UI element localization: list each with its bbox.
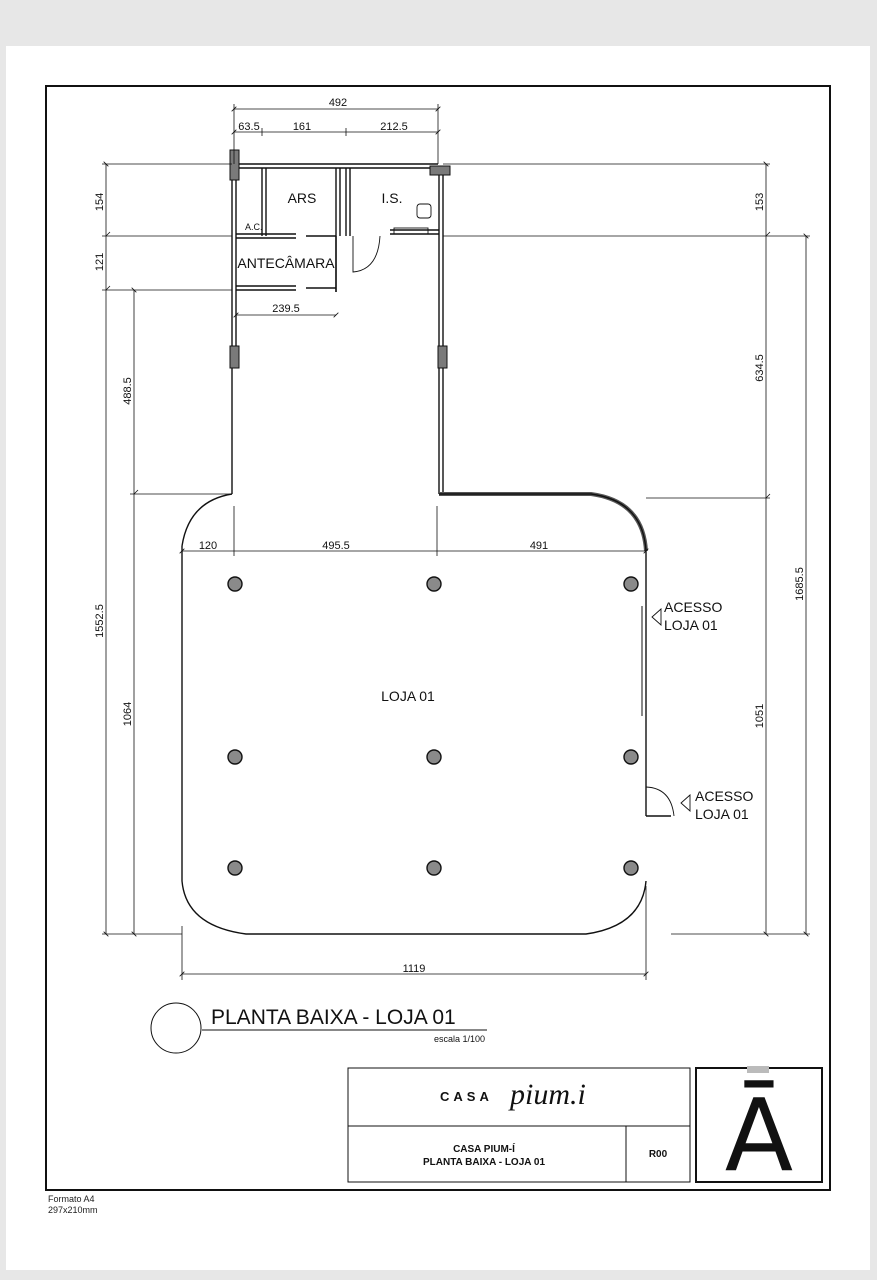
column — [624, 577, 638, 591]
dim-left-154: 154 — [94, 192, 106, 212]
columns — [228, 577, 638, 875]
logo-word: CASA — [440, 1089, 493, 1104]
dim-right-1685-5: 1685.5 — [794, 567, 806, 601]
dim-left-488-5: 488.5 — [122, 377, 134, 405]
dim-right-1051: 1051 — [754, 703, 766, 729]
dim-top-b: 161 — [292, 121, 312, 133]
column — [624, 861, 638, 875]
column — [427, 861, 441, 875]
room-label-ac: A.C. — [245, 222, 263, 232]
access-arrow-icon — [681, 795, 690, 811]
toilet-icon — [417, 204, 431, 218]
access-arrow-icon — [652, 609, 661, 625]
format-line1: Formato A4 — [48, 1194, 95, 1204]
dim-bottom-1119: 1119 — [402, 963, 426, 975]
title-block-sheet: PLANTA BAIXA - LOJA 01 — [422, 1157, 546, 1168]
dim-left-121: 121 — [94, 252, 106, 272]
logo-script: pium.i — [510, 1078, 586, 1111]
dim-top-c: 212.5 — [380, 121, 408, 133]
dim-left-1552-5: 1552.5 — [94, 604, 106, 638]
dim-right-634-5: 634.5 — [754, 354, 766, 382]
column — [228, 750, 242, 764]
sink-icon — [394, 228, 428, 234]
dim-top-total: 492 — [328, 97, 348, 109]
column — [228, 861, 242, 875]
floor-plan — [6, 46, 870, 1270]
dim-h-491: 491 — [529, 540, 549, 552]
is-door-swing — [353, 236, 380, 272]
title-block-project: CASA PIUM-Í — [453, 1144, 515, 1155]
access-label-1-line1: ACESSO — [664, 599, 723, 615]
drawing-title: PLANTA BAIXA - LOJA 01 — [211, 1006, 456, 1029]
access-door-swing — [646, 787, 674, 816]
column — [427, 750, 441, 764]
column — [228, 577, 242, 591]
column — [427, 577, 441, 591]
format-line2: 297x210mm — [48, 1205, 98, 1215]
room-label-loja: LOJA 01 — [381, 688, 435, 704]
title-circle-icon — [151, 1003, 201, 1053]
access-label-2-line1: ACESSO — [695, 788, 754, 804]
interior-partitions — [236, 168, 439, 292]
dim-right-153: 153 — [754, 192, 766, 212]
room-label-ars: ARS — [287, 190, 317, 206]
dim-h-120: 120 — [198, 540, 218, 552]
dim-top-a: 63.5 — [238, 121, 260, 133]
monogram-bar — [747, 1066, 769, 1073]
access-label-2-line2: LOJA 01 — [695, 806, 749, 822]
dim-h-495-5: 495.5 — [322, 540, 350, 552]
access-label-1-line2: LOJA 01 — [664, 617, 718, 633]
drawing-sheet — [6, 46, 870, 1270]
drawing-scale: escala 1/100 — [433, 1034, 485, 1044]
title-block-monogram: Ā — [724, 1077, 794, 1194]
title-block-revision: R00 — [648, 1149, 668, 1160]
column — [624, 750, 638, 764]
dim-mid: 239.5 — [272, 303, 300, 315]
dim-left-1064: 1064 — [122, 701, 134, 727]
room-label-antecamara: ANTECÂMARA — [237, 255, 335, 271]
room-label-is: I.S. — [381, 190, 403, 206]
